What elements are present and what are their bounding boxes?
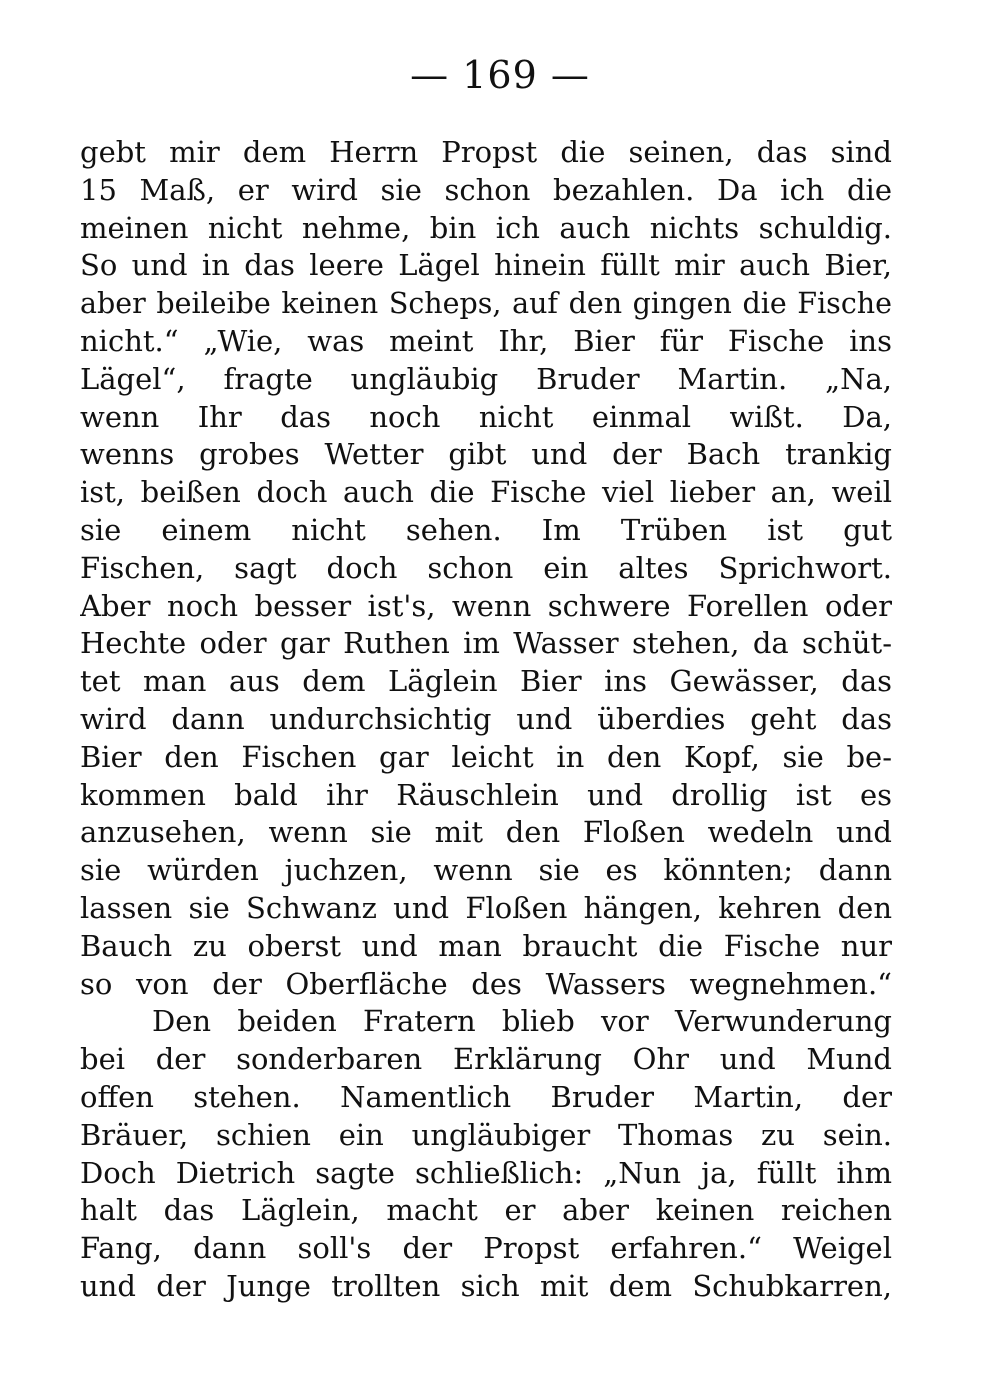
text-line: ist, beißen doch auch die Fische viel lieber an, weil — [80, 475, 892, 510]
text-line: sie einem nicht sehen. Im Trüben ist gut — [80, 512, 892, 547]
text-line: Bier den Fischen gar leicht in den Kopf, sie be- — [80, 739, 892, 774]
text-line: Hechte oder gar Ruthen im Wasser stehen, da schüt- — [80, 626, 892, 661]
text-line: wenns grobes Wetter gibt und der Bach trankig — [80, 437, 892, 472]
text-line: Lägel“, fragte ungläubig Bruder Martin. „Na, — [80, 361, 892, 396]
text-line: Aber noch besser ist's, wenn schwere Forellen oder — [80, 588, 892, 623]
text-line: wird dann undurchsichtig und überdies geht das — [80, 701, 892, 736]
text-line: kommen bald ihr Räuschlein und drollig ist es — [80, 777, 892, 812]
text-line: Den beiden Fratern blieb vor Verwunderung — [152, 1004, 892, 1039]
text-line: tet man aus dem Läglein Bier ins Gewässer, das — [80, 664, 892, 699]
text-line: so von der Oberfläche des Wassers wegnehmen.“ — [80, 966, 892, 1001]
text-line: sie würden juchzen, wenn sie es könnten; dann — [80, 853, 892, 888]
text-line: Fang, dann soll's der Propst erfahren.“ Weigel — [80, 1231, 892, 1266]
page-text — [80, 134, 892, 1306]
text-line: und der Junge trollten sich mit dem Schubkarren, — [80, 1268, 892, 1303]
text-line: gebt mir dem Herrn Propst die seinen, das sind — [80, 135, 892, 169]
text-line: meinen nicht nehme, bin ich auch nichts schuldig. — [80, 210, 892, 245]
text-line: offen stehen. Namentlich Bruder Martin, der — [80, 1079, 892, 1114]
text-line: So und in das leere Lägel hinein füllt mir auch Bier, — [80, 248, 892, 283]
text-line: Fischen, sagt doch schon ein altes Sprichwort. — [80, 550, 892, 585]
page-number: — 169 — — [410, 53, 590, 97]
text-line: lassen sie Schwanz und Floßen hängen, kehren den — [80, 890, 892, 925]
text-line: 15 Maß, er wird sie schon bezahlen. Da ich die — [80, 172, 892, 207]
text-line: Doch Dietrich sagte schließlich: „Nun ja, füllt ihm — [80, 1155, 892, 1190]
text-line: wenn Ihr das noch nicht einmal wißt. Da, — [80, 399, 892, 434]
text-line: aber beileibe keinen Scheps, auf den gingen die Fische — [80, 287, 892, 321]
text-line: Bauch zu oberst und man braucht die Fische nur — [80, 928, 892, 963]
text-line: halt das Läglein, macht er aber keinen reichen — [80, 1193, 892, 1228]
text-line: anzusehen, wenn sie mit den Floßen wedeln und — [80, 815, 892, 850]
text-line: nicht.“ „Wie, was meint Ihr, Bier für Fische ins — [80, 323, 892, 358]
text-line: Bräuer, schien ein ungläubiger Thomas zu sein. — [80, 1117, 892, 1152]
text-line: bei der sonderbaren Erklärung Ohr und Mund — [80, 1042, 892, 1077]
